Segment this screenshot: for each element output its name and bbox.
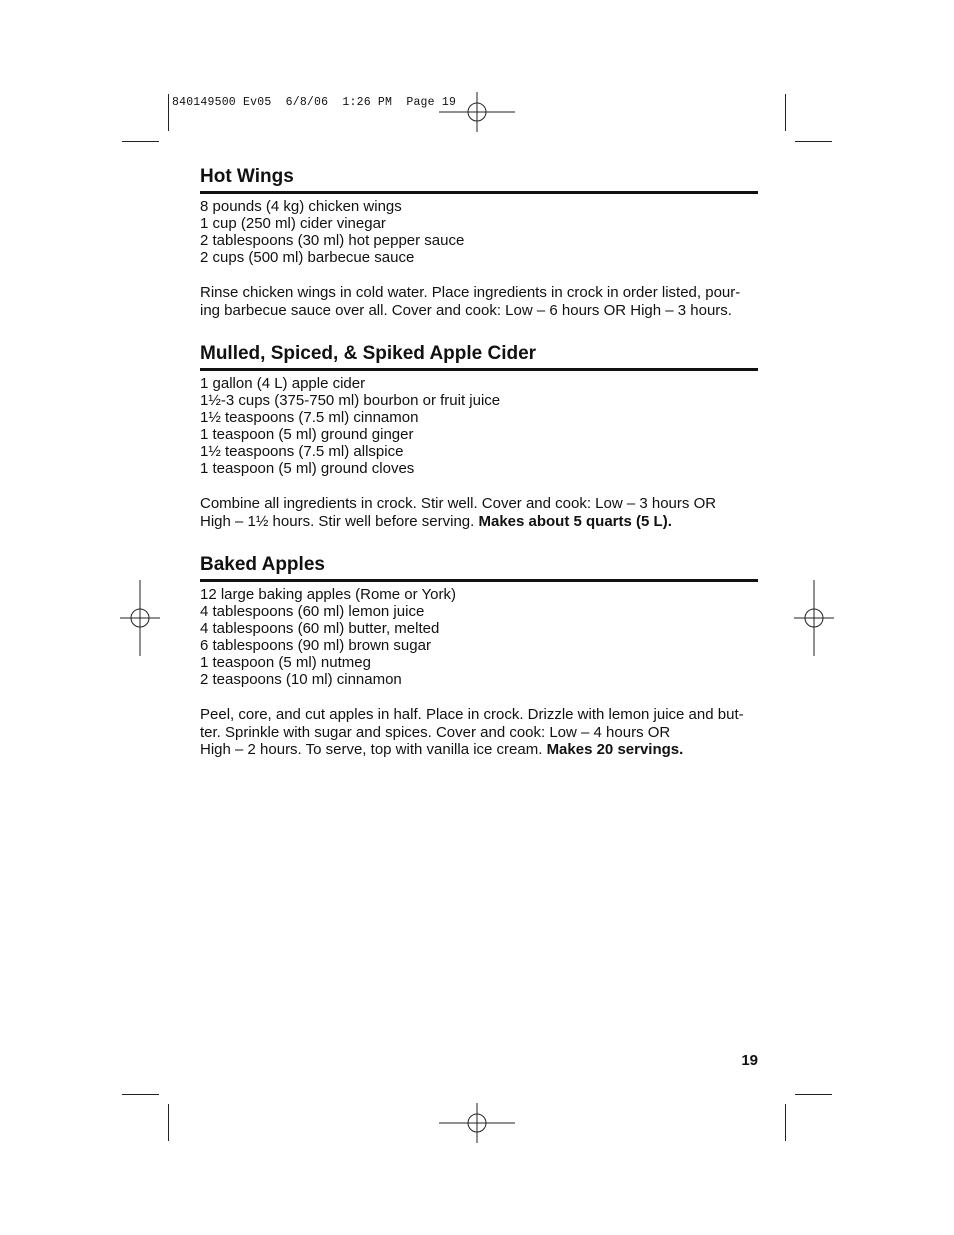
method-line: ing barbecue sauce over all. Cover and cook: Low – 6 hours OR High – 3 hours. (200, 301, 732, 319)
crop-mark-bottom-left-horizontal (122, 1094, 159, 1095)
registration-mark-right-icon (794, 580, 834, 656)
ingredient-item: 2 tablespoons (30 ml) hot pepper sauce (200, 232, 465, 249)
crop-mark-bottom-right-horizontal (795, 1094, 832, 1095)
ingredient-item: 1½ teaspoons (7.5 ml) cinnamon (200, 409, 419, 426)
ingredient-item: 8 pounds (4 kg) chicken wings (200, 198, 402, 215)
recipe-hot-wings (200, 166, 758, 319)
registration-mark-bottom-icon (439, 1103, 515, 1143)
recipe-content (200, 166, 758, 783)
page-number: 19 (741, 1052, 758, 1069)
ingredient-item: 6 tablespoons (90 ml) brown sugar (200, 637, 431, 654)
ingredient-list (200, 582, 758, 688)
registration-mark-top-icon (439, 92, 515, 132)
recipe-baked-apples (200, 554, 758, 759)
ingredient-list (200, 194, 758, 266)
ingredient-item: 1 teaspoon (5 ml) ground ginger (200, 426, 414, 443)
ingredient-list (200, 371, 758, 477)
ingredient-item: 1 teaspoon (5 ml) nutmeg (200, 654, 371, 671)
ingredient-item: 4 tablespoons (60 ml) butter, melted (200, 620, 440, 637)
ingredient-item: 1 cup (250 ml) cider vinegar (200, 215, 386, 232)
recipe-yield: Makes 20 servings. (546, 741, 684, 758)
crop-mark-top-right-horizontal (795, 141, 832, 142)
crop-mark-top-left-horizontal (122, 141, 159, 142)
method-line: Rinse chicken wings in cold water. Place ingredients in crock in order listed, pour- (200, 284, 741, 301)
recipe-method (200, 495, 758, 530)
recipe-apple-cider (200, 343, 758, 530)
method-line: High – 1½ hours. Stir well before serving. (200, 512, 475, 530)
method-line: Peel, core, and cut apples in half. Place in crock. Drizzle with lemon juice and but- (200, 706, 744, 723)
method-line: High – 2 hours. To serve, top with vanilla ice cream. (200, 741, 543, 758)
recipe-title: Mulled, Spiced, & Spiked Apple Cider (200, 343, 758, 371)
ingredient-item: 4 tablespoons (60 ml) lemon juice (200, 603, 425, 620)
ingredient-item: 12 large baking apples (Rome or York) (200, 586, 456, 603)
crop-mark-top-right-vertical (785, 94, 786, 131)
ingredient-item: 1 gallon (4 L) apple cider (200, 375, 366, 392)
crop-mark-top-left-vertical (168, 94, 169, 131)
ingredient-item: 1½ teaspoons (7.5 ml) allspice (200, 443, 404, 460)
crop-mark-bottom-left-vertical (168, 1104, 169, 1141)
ingredient-item: 2 cups (500 ml) barbecue sauce (200, 249, 415, 266)
recipe-title: Baked Apples (200, 554, 758, 582)
method-line: Combine all ingredients in crock. Stir well. Cover and cook: Low – 3 hours OR (200, 495, 717, 512)
ingredient-item: 1 teaspoon (5 ml) ground cloves (200, 460, 415, 477)
crop-mark-bottom-right-vertical (785, 1104, 786, 1141)
recipe-method (200, 284, 758, 319)
method-line: ter. Sprinkle with sugar and spices. Cover and cook: Low – 4 hours OR (200, 723, 671, 741)
recipe-title: Hot Wings (200, 166, 758, 194)
registration-mark-left-icon (120, 580, 160, 656)
print-slug: 840149500 Ev05 6/8/06 1:26 PM Page 19 (172, 96, 457, 109)
recipe-yield: Makes about 5 quarts (5 L). (478, 512, 672, 530)
ingredient-item: 1½-3 cups (375-750 ml) bourbon or fruit juice (200, 392, 501, 409)
ingredient-item: 2 teaspoons (10 ml) cinnamon (200, 671, 402, 688)
recipe-method (200, 706, 758, 759)
